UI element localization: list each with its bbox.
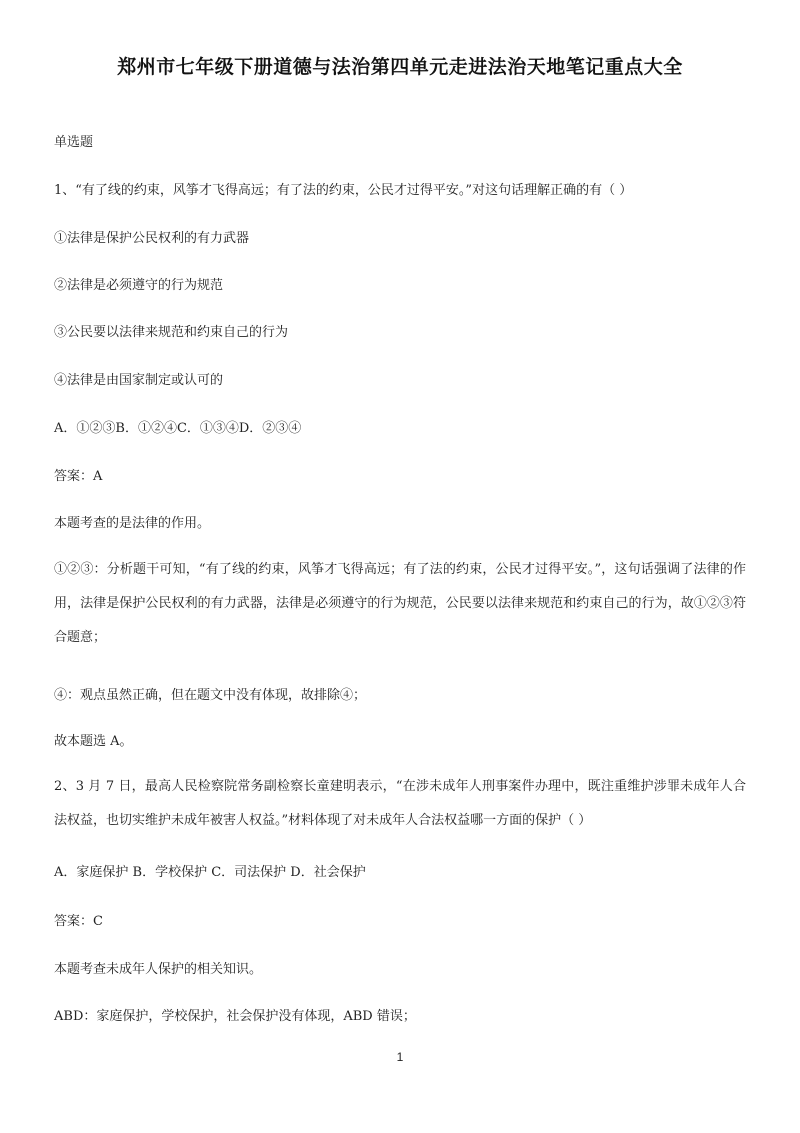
question-1-item-2: ②法律是必须遵守的行为规范 (54, 278, 224, 293)
question-2-options: A．家庭保护 B．学校保护 C．司法保护 D．社会保护 (54, 865, 366, 880)
question-1-conclusion: 故本题选 A。 (54, 734, 133, 749)
question-1-item-1: ①法律是保护公民权利的有力武器 (54, 231, 250, 246)
question-1-analysis-exclude: ④：观点虽然正确，但在题文中没有体现，故排除④； (54, 688, 367, 703)
question-1-item-4: ④法律是由国家制定或认可的 (54, 373, 224, 388)
question-1-item-3: ③公民要以法律来规范和约束自己的行为 (54, 325, 289, 340)
page-number: 1 (396, 1050, 404, 1064)
question-1-answer: 答案：A (54, 469, 103, 484)
question-2-analysis-intro: 本题考查未成年人保护的相关知识。 (54, 962, 263, 977)
question-1-analysis-detail: ①②③：分析题干可知，“有了线的约束，风筝才飞得高远；有了法的约束，公民才过得平安。”，这句话强调了法律的作用，法律是保护公民权利的有力武器，法律是必须遵守的行为规范，公民要以法律来规范和约束自己的行为，故①②③符合题意； (54, 562, 746, 645)
section-label: 单选题 (54, 135, 94, 150)
question-2-answer: 答案：C (54, 914, 103, 929)
document-title: 郑州市七年级下册道德与法治第四单元走进法治天地笔记重点大全 (117, 56, 683, 78)
question-2-analysis-detail: ABD：家庭保护，学校保护，社会保护没有体现，ABD 错误； (54, 1009, 416, 1024)
question-1-analysis-intro: 本题考查的是法律的作用。 (54, 516, 211, 531)
question-1-options: A．①②③B．①②④C．①③④D．②③④ (54, 421, 302, 436)
question-1-stem: 1、“有了线的约束，风筝才飞得高远；有了法的约束，公民才过得平安。”对这句话理解正确的有（ ） (54, 183, 633, 198)
question-2-stem: 2、3 月 7 日，最高人民检察院常务副检察长童建明表示，“在涉未成年人刑事案件办理中，既注重维护涉罪未成年人合法权益，也切实维护未成年被害人权益。”材料体现了对未成年人合法权益哪一方面的保护（ ） (54, 779, 746, 828)
